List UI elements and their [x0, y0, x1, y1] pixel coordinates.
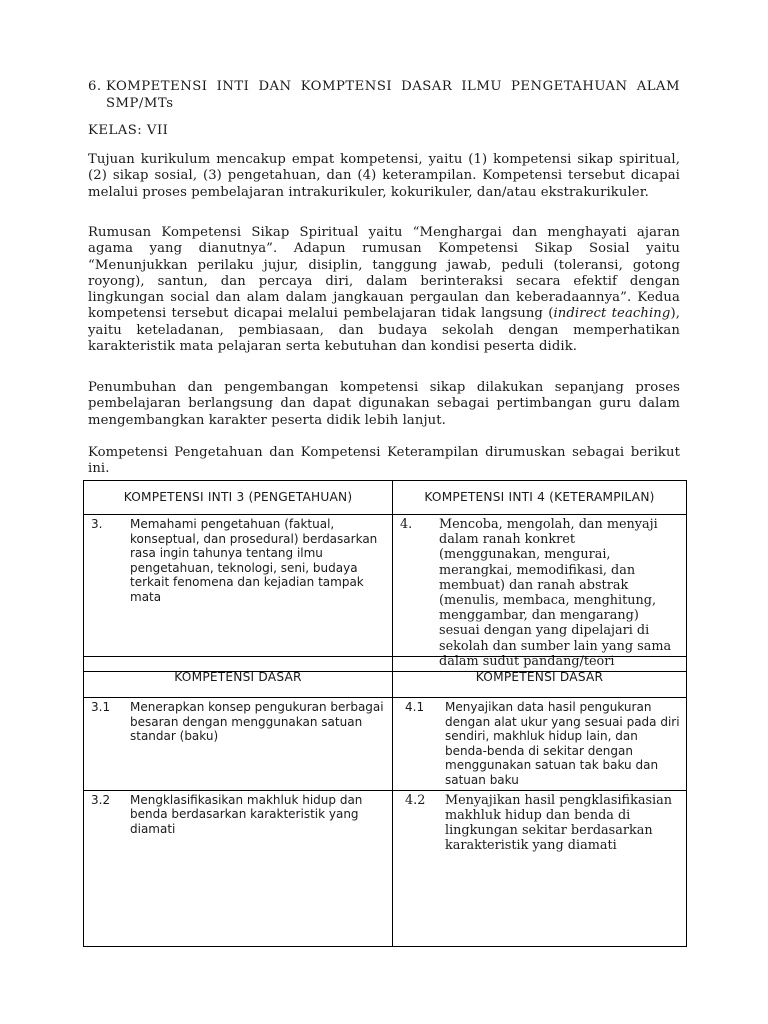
- paragraph-penumbuhan: Penumbuhan dan pengembangan kompetensi sikap dilakukan sepanjang proses pembelajaran berlangsung dan dapat digunakan sebagai pertimbangan guru dalam mengembangkan karakter peserta didik lebih lanjut.: [88, 380, 680, 428]
- kd-4-2-number: 4.2: [405, 792, 426, 808]
- kd-3-1-cell: [84, 698, 393, 791]
- kd-4-1-cell: [393, 698, 687, 791]
- kompetensi-inti-table: [83, 480, 687, 672]
- kd-4-1-number: 4.1: [405, 700, 425, 714]
- kd-4-2-text: Menyajikan hasil pengklasifikasian makhluk hidup dan benda di lingkungan sekitar berdasarkan karakteristik yang diamati: [445, 792, 673, 854]
- italic-term: indirect teaching: [553, 306, 671, 322]
- ki3-cell: [84, 515, 393, 672]
- table-row: [84, 790, 687, 946]
- header-kd-left: KOMPETENSI DASAR: [84, 657, 393, 698]
- kd-3-2-number: 3.2: [91, 792, 111, 807]
- table-row: [84, 515, 687, 672]
- kd-3-2-cell: [84, 790, 393, 946]
- kd-3-1-number: 3.1: [91, 700, 111, 714]
- table-row: [84, 698, 687, 791]
- kelas-label: KELAS: VII: [88, 123, 169, 138]
- section-title-line-1: KOMPETENSI INTI DAN KOMPTENSI DASAR ILMU PENGETAHUAN ALAM: [106, 79, 680, 94]
- ki4-number: 4.: [400, 517, 413, 532]
- kd-3-1-text: Menerapkan konsep pengukuran berbagai besaran dengan menggunakan satuan standar (baku): [130, 700, 384, 744]
- ki4-cell: [393, 515, 687, 672]
- header-ki3: KOMPETENSI INTI 3 (PENGETAHUAN): [84, 481, 393, 515]
- section-number: 6.: [88, 79, 102, 94]
- paragraph-rumusan: [88, 225, 680, 355]
- section-title-line-2: SMP/MTs: [106, 96, 174, 111]
- table-header-row: [84, 657, 687, 698]
- ki4-text: Mencoba, mengolah, dan menyaji dalam ranah konkret (menggunakan, mengurai, merangkai, memodifikasi, dan membuat) dan ranah abstrak (menulis, membaca, menghitung, menggambar, dan mengarang) sesuai dengan yang dipelajari di sekolah dan sumber lain yang sama dalam sudut pandang/teori: [439, 517, 672, 669]
- header-ki4: KOMPETENSI INTI 4 (KETERAMPILAN): [393, 481, 687, 515]
- paragraph-rumusan-part-2: ), yaitu keteladanan, pembiasaan, dan budaya sekolah dengan memperhatikan karakteristik mata pelajaran serta kebutuhan dan kondisi peserta didik.: [88, 306, 680, 355]
- section-heading: [88, 78, 680, 112]
- paragraph-rumusan-part-1: Rumusan Kompetensi Sikap Spiritual yaitu “Menghargai dan menghayati ajaran agama yang dianutnya”. Adapun rumusan Kompetensi Sikap Sosial yaitu “Menunjukkan perilaku jujur, disiplin, tanggung jawab, peduli (toleransi, gotong royong), santun, dan percaya diri, dalam berinteraksi secara efektif dengan lingkungan social dan alam dalam jangkauan pergaulan dan keberadaannya”. Kedua kompetensi tersebut dicapai melalui pembelajaran tidak langsung (: [88, 225, 680, 322]
- kd-4-2-cell: [393, 790, 687, 946]
- table-header-row: [84, 481, 687, 515]
- header-kd-right: KOMPETENSI DASAR: [393, 657, 687, 698]
- paragraph-kompetensi-intro: Kompetensi Pengetahuan dan Kompetensi Keterampilan dirumuskan sebagai berikut ini.: [88, 445, 680, 477]
- paragraph-tujuan: Tujuan kurikulum mencakup empat kompetensi, yaitu (1) kompetensi sikap spiritual, (2) sikap sosial, (3) pengetahuan, dan (4) keterampilan. Kompetensi tersebut dicapai melalui proses pembelajaran intrakurikuler, kokurikuler, dan/atau ekstrakurikuler.: [88, 152, 680, 200]
- kompetensi-dasar-table: [83, 656, 687, 947]
- ki3-text: Memahami pengetahuan (faktual, konseptual, dan prosedural) berdasarkan rasa ingin tahunya tentang ilmu pengetahuan, teknologi, seni, budaya terkait fenomena dan kejadian tampak mata: [130, 517, 378, 604]
- ki3-number: 3.: [91, 517, 103, 531]
- kd-3-2-text: Mengklasifikasikan makhluk hidup dan benda berdasarkan karakteristik yang diamati: [130, 792, 363, 836]
- kd-4-1-text: Menyajikan data hasil pengukuran dengan alat ukur yang sesuai pada diri sendiri, makhluk hidup lain, dan benda-benda di sekitar dengan menggunakan satuan tak baku dan satuan baku: [445, 700, 680, 787]
